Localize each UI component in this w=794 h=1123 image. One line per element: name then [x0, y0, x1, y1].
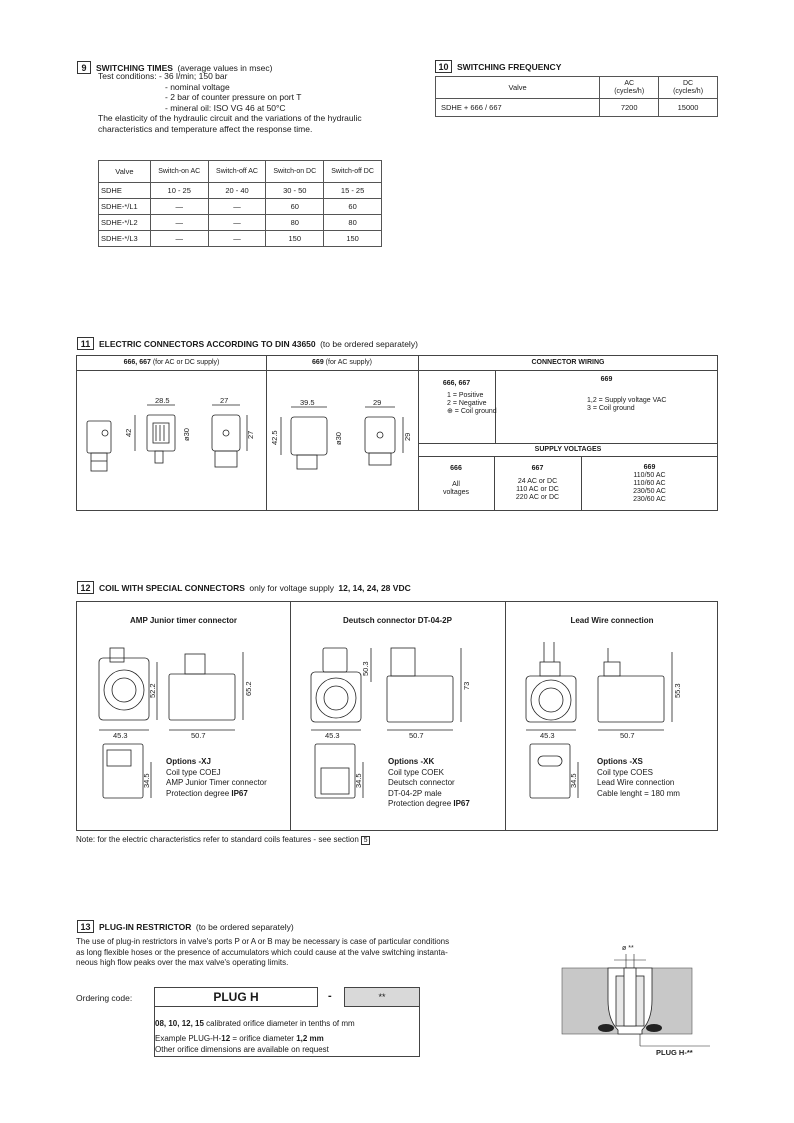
example-label: Example PLUG-H- — [155, 1034, 222, 1043]
example-text: = orifice diameter — [230, 1034, 297, 1043]
supply-line: 110/60 AC — [633, 480, 666, 487]
section-12-title: COIL WITH SPECIAL CONNECTORS — [99, 583, 245, 593]
protection-label: Protection degree — [166, 788, 232, 798]
dim-label: 34.5 — [354, 773, 363, 788]
condition-line: Test conditions: - 36 l/min; 150 bar — [98, 71, 228, 81]
table-cell: 60 — [266, 199, 324, 215]
dc-label: DC — [682, 79, 694, 87]
option-line: Coil type COES — [597, 767, 654, 777]
table-header-cell: Switch-off DC — [324, 161, 382, 183]
section-12-note — [76, 835, 370, 846]
amp-connector-title: AMP Junior timer connector — [130, 616, 237, 625]
divider — [418, 443, 718, 444]
connector-666-drawing — [77, 371, 266, 511]
note-text: Note: for the electric characteristics refer to standard coils features - see section — [76, 835, 359, 844]
supply-666-title: 666 — [450, 465, 462, 472]
section-13-number: 13 — [77, 920, 94, 933]
dim-label: 73 — [462, 681, 471, 690]
dc-unit: (cycles/h) — [673, 87, 704, 95]
orifice-desc: calibrated orifice diameter in tenths of mm — [203, 1019, 355, 1028]
connector-669-drawing — [267, 371, 418, 511]
table-cell: SDHE-*/L2 — [99, 215, 151, 231]
supply-line: 110/50 AC — [633, 472, 666, 479]
supply-669 — [581, 464, 718, 504]
dim-label: 45.3 — [540, 731, 555, 740]
table-row — [436, 99, 718, 117]
paragraph-line: as long flexible hoses or the presence of accumulators which could cause at the valve switching instanta- — [76, 947, 448, 957]
ordering-code-dash: - — [328, 990, 332, 1002]
ordering-code-box: PLUG H — [154, 987, 318, 1007]
ac-unit: (cycles/h) — [614, 87, 645, 95]
option-line: Cable lenght = 180 mm — [597, 788, 680, 798]
wiring-666-title: 666, 667 — [442, 380, 471, 387]
orifice-sizes: 08, 10, 12, 15 — [155, 1019, 204, 1028]
paragraph-line: neous high flow peaks over the max valve's operating limits. — [76, 958, 289, 967]
desc-line — [155, 1034, 324, 1045]
switching-times-table — [98, 160, 382, 247]
table-header-cell: Switch-off AC — [208, 161, 266, 183]
table-cell: SDHE-*/L1 — [99, 199, 151, 215]
supply-voltages-header: SUPPLY VOLTAGES — [534, 446, 602, 453]
deutsch-options — [388, 757, 470, 810]
table-header-cell: Switch-on AC — [150, 161, 208, 183]
table-cell: SDHE-*/L3 — [99, 231, 151, 247]
deutsch-connector-title: Deutsch connector DT-04-2P — [343, 616, 452, 625]
wiring-669-title: 669 — [600, 376, 613, 383]
dim-label: 42 — [124, 428, 133, 437]
wiring-669-list — [587, 397, 666, 413]
dim-label: 34.5 — [569, 773, 578, 788]
table-cell: 80 — [266, 215, 324, 231]
supply-line: 220 AC or DC — [515, 494, 560, 501]
section-13-header — [77, 917, 294, 935]
table-cell: 15 - 25 — [324, 183, 382, 199]
col-669-header — [266, 359, 418, 367]
section-11-title: ELECTRIC CONNECTORS ACCORDING TO DIN 43650 — [99, 339, 316, 349]
table-header-row — [436, 77, 718, 99]
supply-667 — [494, 465, 581, 502]
protection-label: Protection degree — [388, 799, 454, 808]
condition-line: - 2 bar of counter pressure on port T — [165, 92, 302, 102]
section-10-title: SWITCHING FREQUENCY — [457, 62, 562, 72]
table-cell: 80 — [324, 215, 382, 231]
dim-label: 50.7 — [191, 731, 206, 740]
table-header-cell — [659, 77, 718, 99]
table-header-cell: Switch-on DC — [266, 161, 324, 183]
table-cell: 15000 — [659, 99, 718, 117]
table-header-cell: Valve — [436, 77, 600, 99]
option-line: Lead Wire connection — [597, 778, 675, 787]
dim-label: ø30 — [182, 428, 191, 441]
section-13-title: PLUG-IN RESTRICTOR — [99, 922, 192, 932]
table-cell: SDHE + 666 / 667 — [436, 99, 600, 117]
condition-line: - nominal voltage — [165, 81, 230, 92]
protection-value: IP67 — [231, 788, 248, 798]
section-11-number: 11 — [77, 337, 94, 350]
table-cell: — — [208, 231, 266, 247]
condition-line: - mineral oil: ISO VG 46 at 50°C — [165, 102, 286, 113]
dim-label: 45.3 — [325, 731, 340, 740]
table-cell: 150 — [266, 231, 324, 247]
supply-line: All — [452, 481, 460, 488]
col-669-title: 669 — [312, 359, 324, 366]
section-10-number: 10 — [435, 60, 452, 73]
supply-line: 230/60 AC — [633, 496, 666, 503]
table-cell: — — [208, 215, 266, 231]
section-9-title: SWITCHING TIMES — [96, 63, 173, 73]
wiring-line: 2 = Negative — [447, 400, 487, 407]
option-line: Deutsch connector — [388, 778, 455, 787]
supply-line: 230/50 AC — [633, 488, 666, 495]
option-line: Coil type COEK — [388, 767, 445, 777]
table-cell: — — [208, 199, 266, 215]
dim-label: 55.3 — [673, 683, 682, 698]
table-cell: 20 - 40 — [208, 183, 266, 199]
section-12-number: 12 — [77, 581, 94, 594]
section-13-paragraph — [76, 937, 449, 969]
table-cell: — — [150, 215, 208, 231]
section-11-title-note: (to be ordered separately) — [320, 339, 418, 349]
supply-line: 110 AC or DC — [516, 486, 559, 493]
table-header-cell — [600, 77, 659, 99]
wiring-line: 3 = Coil ground — [587, 405, 635, 412]
table-cell: — — [150, 231, 208, 247]
lead-wire-title: Lead Wire connection — [570, 616, 654, 625]
col-666-note: (for AC or DC supply) — [152, 359, 220, 366]
table-row — [99, 183, 382, 199]
example-value: 1,2 mm — [296, 1034, 324, 1043]
paragraph-line: The use of plug-in restrictors in valve's ports P or A or B may be necessary is case of particular conditions — [76, 937, 450, 946]
dim-label: 28.5 — [155, 396, 170, 405]
ac-label: AC — [624, 79, 635, 87]
plug-part-label: PLUG H-** — [656, 1048, 693, 1057]
section-ref-box: 5 — [361, 836, 370, 845]
options-code: Options -XS — [597, 757, 643, 766]
dim-label: 42.5 — [270, 430, 279, 445]
wiring-666-list — [447, 392, 497, 416]
divider — [418, 370, 718, 371]
special-connectors-panel — [76, 601, 718, 831]
protection-value: IP67 — [453, 799, 470, 808]
dim-label: 39.5 — [300, 398, 315, 407]
section-10-header — [435, 57, 561, 75]
col-666-title: 666, 667 — [123, 359, 151, 366]
section-13-title-note: (to be ordered separately) — [195, 922, 294, 932]
section-12-title-note: only for voltage supply — [249, 583, 334, 593]
connector-wiring-header: CONNECTOR WIRING — [531, 359, 605, 366]
dim-label: 50.3 — [361, 661, 370, 676]
plug-dim-label: ø ** — [622, 945, 634, 952]
table-row — [99, 215, 382, 231]
supply-669-title: 669 — [643, 464, 656, 471]
desc-line: Other orifice dimensions are available on request — [155, 1045, 329, 1054]
col-666-header — [77, 359, 266, 367]
dim-label: 50.7 — [409, 731, 424, 740]
section-12-voltages: 12, 14, 24, 28 VDC — [338, 583, 411, 593]
table-cell: SDHE — [99, 183, 151, 199]
dim-label: 52.2 — [148, 683, 157, 698]
options-code: Options -XJ — [166, 757, 211, 766]
section-9-paragraph: The elasticity of the hydraulic circuit and the variations of the hydraulic — [98, 113, 362, 123]
amp-options — [166, 757, 267, 799]
section-11-header — [77, 334, 418, 352]
option-line — [166, 789, 267, 800]
dim-label: 50.7 — [620, 731, 635, 740]
connectors-panel — [76, 355, 718, 511]
col-669-note: (for AC supply) — [325, 359, 372, 366]
wiring-line: 1,2 = Supply voltage VAC — [587, 397, 667, 404]
dim-label: 34.5 — [142, 773, 151, 788]
supply-666 — [418, 465, 494, 497]
plug-restrictor-drawing — [560, 940, 720, 1060]
wiring-line: 1 = Positive — [447, 392, 484, 399]
ordering-code-label: Ordering code: — [76, 993, 133, 1003]
table-header-cell: Valve — [99, 161, 151, 183]
section-9-conditions — [98, 71, 362, 134]
switching-frequency-table — [435, 76, 718, 117]
lead-wire-options — [597, 757, 680, 799]
dim-label: 29 — [373, 398, 382, 407]
desc-line — [155, 1019, 355, 1030]
ordering-code-description — [154, 1007, 420, 1057]
supply-line: voltages — [442, 489, 470, 496]
dim-label: 29 — [403, 432, 412, 441]
option-line: AMP Junior Timer connector — [166, 778, 267, 787]
example-code: 12 — [221, 1034, 231, 1043]
table-cell: 30 - 50 — [266, 183, 324, 199]
supply-667-title: 667 — [531, 465, 544, 472]
options-code: Options -XK — [388, 757, 435, 766]
table-row — [99, 199, 382, 215]
dim-label: 45.3 — [113, 731, 128, 740]
table-cell: — — [150, 199, 208, 215]
wiring-line: ⊕ = Coil ground — [447, 408, 497, 415]
section-9-title-note: (average values in msec) — [177, 63, 273, 73]
supply-line: 24 AC or DC — [517, 478, 558, 485]
section-9-number: 9 — [77, 61, 91, 74]
table-cell: 10 - 25 — [150, 183, 208, 199]
table-cell: 150 — [324, 231, 382, 247]
table-cell: 60 — [324, 199, 382, 215]
option-line — [388, 799, 470, 810]
table-header-row — [99, 161, 382, 183]
dim-label: ø30 — [334, 432, 343, 445]
section-9-paragraph: characteristics and temperature affect the response time. — [98, 123, 313, 134]
ordering-code-suffix-box: ** — [344, 987, 420, 1007]
dim-label: 65.2 — [244, 681, 253, 696]
option-line: DT-04-2P male — [388, 788, 442, 798]
dim-label: 27 — [246, 430, 255, 439]
table-cell: 7200 — [600, 99, 659, 117]
divider — [418, 456, 718, 457]
table-row — [99, 231, 382, 247]
section-12-header — [77, 578, 411, 596]
option-line: Coil type COEJ — [166, 767, 221, 777]
dim-label: 27 — [220, 396, 229, 405]
